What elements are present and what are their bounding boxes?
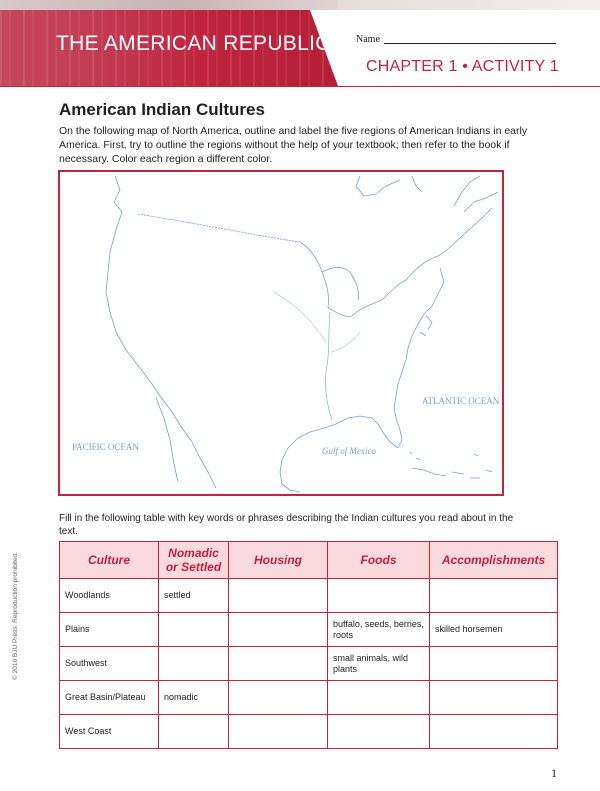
foods-cell[interactable] (328, 681, 430, 715)
baja-peninsula (156, 398, 178, 482)
caribbean-islands (412, 454, 492, 478)
table-row-southwest (60, 647, 558, 681)
foods-cell[interactable] (328, 579, 430, 613)
header-divider (0, 86, 600, 87)
header-right-strip (338, 0, 600, 10)
housing-cell[interactable] (229, 647, 328, 681)
copyright-notice: © 2016 BJU Press. Reproduction prohibited. (12, 552, 19, 680)
culture-cell: West Coast (60, 715, 159, 749)
nomadic-settled-cell[interactable]: settled (159, 579, 229, 613)
missouri-river (274, 292, 326, 342)
section-title: American Indian Cultures (59, 100, 265, 119)
pacific-ocean-label: PACIFIC OCEAN (72, 442, 139, 452)
name-field[interactable] (384, 43, 556, 44)
labrador-coast (412, 176, 422, 192)
us-canada-border (138, 214, 300, 242)
foods-cell[interactable]: buffalo, seeds, berries, roots (328, 613, 430, 647)
table-header-row (60, 542, 558, 579)
chapter-activity-label: CHAPTER 1 • ACTIVITY 1 (366, 58, 559, 75)
column-header-culture: Culture (60, 542, 159, 579)
indian-cultures-table (59, 541, 558, 749)
nomadic-settled-cell[interactable] (159, 715, 229, 749)
bahamas (410, 452, 420, 460)
newfoundland-coast (454, 176, 498, 212)
culture-cell: Southwest (60, 647, 159, 681)
housing-cell[interactable] (229, 579, 328, 613)
mississippi-river (325, 312, 332, 420)
table-row-plains (60, 613, 558, 647)
housing-cell[interactable] (229, 715, 328, 749)
lake-michigan (322, 272, 352, 316)
accomplishments-cell[interactable] (430, 681, 558, 715)
nomadic-settled-cell[interactable]: nomadic (159, 681, 229, 715)
atlantic-coast (394, 268, 444, 448)
column-header-nomadic-or-settled: Nomadic or Settled (159, 542, 229, 579)
column-header-foods: Foods (328, 542, 430, 579)
hudson-bay-coast (356, 176, 400, 196)
ohio-river (332, 332, 360, 352)
accomplishments-cell[interactable] (430, 647, 558, 681)
nomadic-settled-cell[interactable] (159, 613, 229, 647)
foods-cell[interactable] (328, 715, 430, 749)
culture-cell: Great Basin/Plateau (60, 681, 159, 715)
accomplishments-cell[interactable] (430, 715, 558, 749)
chesapeake-bay (420, 316, 432, 336)
housing-cell[interactable] (229, 681, 328, 715)
name-label: Name (356, 34, 380, 45)
table-row-woodlands (60, 579, 558, 613)
north-america-map[interactable] (58, 170, 504, 496)
map-instructions: On the following map of North America, outline and label the five regions of American Indians in early America. First, try to outline the regions without the help of your textbook; then refer to the book if necessary. Color each region a different color. (59, 125, 528, 165)
column-header-housing: Housing (229, 542, 328, 579)
st-lawrence (406, 208, 492, 280)
book-title: THE AMERICAN REPUBLIC (56, 32, 331, 55)
page-number: 1 (551, 766, 557, 780)
atlantic-ocean-label: ATLANTIC OCEAN (422, 396, 500, 406)
table-row-great-basin-plateau (60, 681, 558, 715)
foods-cell[interactable]: small animals, wild plants (328, 647, 430, 681)
table-instructions: Fill in the following table with key words or phrases describing the Indian cultures you read about in the text. (59, 513, 514, 537)
great-lakes-outline (300, 242, 359, 300)
nomadic-settled-cell[interactable] (159, 647, 229, 681)
gulf-of-mexico-label: Gulf of Mexico (322, 446, 376, 456)
mexico-gulf-coast (282, 484, 300, 492)
culture-cell: Plains (60, 613, 159, 647)
column-header-accomplishments: Accomplishments (430, 542, 558, 579)
lake-erie-ontario (352, 280, 406, 316)
housing-cell[interactable] (229, 613, 328, 647)
accomplishments-cell[interactable] (430, 579, 558, 613)
pacific-northwest-coast (114, 176, 122, 212)
culture-cell: Woodlands (60, 579, 159, 613)
accomplishments-cell[interactable]: skilled horsemen (430, 613, 558, 647)
table-row-west-coast (60, 715, 558, 749)
